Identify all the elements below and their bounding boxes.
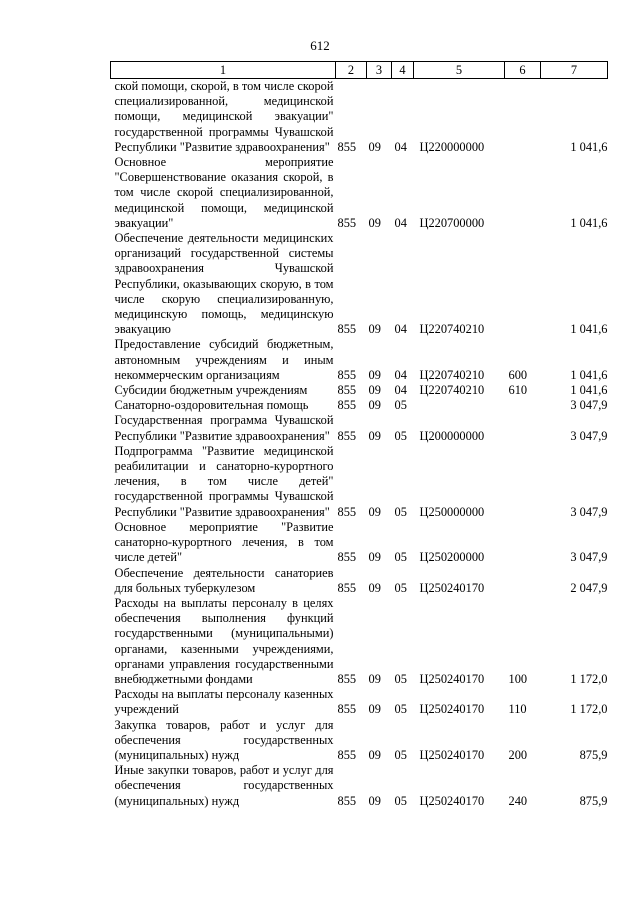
row-expense-type-code bbox=[505, 444, 541, 520]
row-subsection-code: 05 bbox=[394, 428, 407, 443]
row-amount: 3 047,9 bbox=[570, 398, 608, 413]
row-expense-type-code: 610 bbox=[508, 383, 528, 398]
row-name: Основное мероприятие "Развитие санаторно-курортного лечения, в том числе детей" bbox=[114, 519, 334, 565]
row-section-code: 09 bbox=[368, 139, 381, 154]
row-ministry-code: 855 bbox=[337, 322, 357, 337]
row-name: Иные закупки товаров, работ и услуг для обеспечения государственных (муниципальных) нужд bbox=[114, 763, 334, 808]
row-ministry-code: 855 bbox=[337, 550, 357, 565]
row-ministry-code: 855 bbox=[337, 504, 357, 519]
row-section-code: 09 bbox=[368, 747, 381, 762]
row-amount: 3 047,9 bbox=[570, 504, 608, 519]
row-target-item-code: Ц250240170 bbox=[419, 702, 485, 717]
row-name: Основное мероприятие "Совершенствование оказания скорой, в том числе скорой специализированной, медицинской помощи, медицинской эвакуации" bbox=[114, 155, 334, 230]
row-expense-type-code bbox=[505, 413, 541, 443]
row-ministry-code: 855 bbox=[337, 383, 357, 398]
row-name: Расходы на выплаты персоналу в целях обеспечения выполнения функций государственными (муниципальными) органами, казенными учреждениями, органами управления государственными внебюджетными фондами bbox=[114, 595, 334, 686]
table-row bbox=[111, 444, 608, 520]
row-ministry-code: 855 bbox=[337, 671, 357, 686]
row-amount: 875,9 bbox=[579, 747, 608, 762]
row-amount: 2 047,9 bbox=[570, 580, 608, 595]
row-subsection-code: 05 bbox=[394, 550, 407, 565]
row-section-code: 09 bbox=[368, 428, 381, 443]
row-target-item-code: Ц250200000 bbox=[419, 550, 485, 565]
row-name: Расходы на выплаты персоналу казенных учреждений bbox=[114, 687, 334, 717]
row-target-item-code: Ц220740210 bbox=[419, 383, 485, 398]
row-expense-type-code bbox=[505, 79, 541, 156]
row-subsection-code: 04 bbox=[394, 367, 407, 382]
table-row bbox=[111, 520, 608, 566]
row-subsection-code: 05 bbox=[394, 702, 407, 717]
column-header: 6 bbox=[505, 62, 541, 79]
row-expense-type-code bbox=[505, 566, 541, 596]
column-header: 4 bbox=[392, 62, 414, 79]
row-expense-type-code bbox=[505, 520, 541, 566]
row-subsection-code: 05 bbox=[394, 671, 407, 686]
column-header: 2 bbox=[336, 62, 367, 79]
row-ministry-code: 855 bbox=[337, 367, 357, 382]
row-subsection-code: 04 bbox=[394, 215, 407, 230]
table-row bbox=[111, 398, 608, 413]
table-body bbox=[111, 79, 608, 809]
table-row bbox=[111, 231, 608, 337]
row-section-code: 09 bbox=[368, 367, 381, 382]
row-ministry-code: 855 bbox=[337, 398, 357, 413]
row-section-code: 09 bbox=[368, 671, 381, 686]
row-name: Обеспечение деятельности медицинских организаций государственной системы здравоохранения Чувашской Республики, оказывающих скорую, в том числе скорую специализированную, медицинскую помощь, медицинскую эвакуацию bbox=[114, 231, 334, 337]
row-name: Государственная программа Чувашской Республики "Развитие здравоохранения" bbox=[114, 413, 334, 443]
table-row bbox=[111, 763, 608, 809]
table-row bbox=[111, 337, 608, 383]
row-ministry-code: 855 bbox=[337, 702, 357, 717]
row-ministry-code: 855 bbox=[337, 428, 357, 443]
row-subsection-code: 05 bbox=[394, 580, 407, 595]
row-expense-type-code: 240 bbox=[508, 793, 528, 808]
row-section-code: 09 bbox=[368, 215, 381, 230]
row-ministry-code: 855 bbox=[337, 793, 357, 808]
row-target-item-code: Ц250240170 bbox=[419, 671, 485, 686]
row-subsection-code: 04 bbox=[394, 322, 407, 337]
row-name: Обеспечение деятельности санаториев для больных туберкулезом bbox=[114, 565, 334, 595]
row-name: Санаторно-оздоровительная помощь bbox=[114, 398, 309, 413]
row-expense-type-code bbox=[505, 231, 541, 337]
row-ministry-code: 855 bbox=[337, 139, 357, 154]
row-subsection-code: 05 bbox=[394, 398, 407, 413]
row-section-code: 09 bbox=[368, 793, 381, 808]
row-amount: 1 041,6 bbox=[570, 383, 608, 398]
table-row bbox=[111, 79, 608, 156]
row-ministry-code: 855 bbox=[337, 215, 357, 230]
page-number: 612 bbox=[310, 38, 330, 53]
row-subsection-code: 05 bbox=[394, 504, 407, 519]
table-row bbox=[111, 383, 608, 398]
column-header: 1 bbox=[111, 62, 336, 79]
row-amount: 1 172,0 bbox=[570, 702, 608, 717]
row-ministry-code: 855 bbox=[337, 747, 357, 762]
row-target-item-code: Ц220740210 bbox=[419, 367, 485, 382]
row-target-item-code bbox=[414, 398, 505, 413]
row-ministry-code: 855 bbox=[337, 580, 357, 595]
row-subsection-code: 04 bbox=[394, 139, 407, 154]
table-row bbox=[111, 566, 608, 596]
table-row bbox=[111, 155, 608, 231]
row-section-code: 09 bbox=[368, 504, 381, 519]
table-row bbox=[111, 718, 608, 764]
row-amount: 1 041,6 bbox=[570, 139, 608, 154]
row-subsection-code: 04 bbox=[394, 383, 407, 398]
row-expense-type-code: 100 bbox=[508, 671, 528, 686]
row-target-item-code: Ц250240170 bbox=[419, 747, 485, 762]
row-amount: 1 041,6 bbox=[570, 367, 608, 382]
row-subsection-code: 05 bbox=[394, 793, 407, 808]
row-expense-type-code: 200 bbox=[508, 747, 528, 762]
row-name: Предоставление субсидий бюджетным, автономным учреждениям и иным некоммерческим организациям bbox=[114, 337, 334, 382]
row-amount: 1 041,6 bbox=[570, 215, 608, 230]
row-target-item-code: Ц250240170 bbox=[419, 793, 485, 808]
row-section-code: 09 bbox=[368, 383, 381, 398]
row-expense-type-code: 110 bbox=[508, 702, 527, 717]
row-amount: 1 172,0 bbox=[570, 671, 608, 686]
row-section-code: 09 bbox=[368, 550, 381, 565]
row-name: Субсидии бюджетным учреждениям bbox=[114, 383, 308, 398]
row-name: Закупка товаров, работ и услуг для обеспечения государственных (муниципальных) нужд bbox=[114, 717, 334, 762]
row-amount: 1 041,6 bbox=[570, 322, 608, 337]
row-section-code: 09 bbox=[368, 702, 381, 717]
row-subsection-code: 05 bbox=[394, 747, 407, 762]
column-header: 5 bbox=[414, 62, 505, 79]
table-row bbox=[111, 687, 608, 717]
row-target-item-code: Ц250000000 bbox=[419, 504, 485, 519]
row-name: ской помощи, скорой, в том числе скорой специализированной, медицинской помощи, медицинской эвакуации" государственной программы Чувашской Республики "Развитие здравоохранения" bbox=[114, 79, 334, 154]
column-header: 3 bbox=[367, 62, 392, 79]
row-expense-type-code bbox=[505, 398, 541, 413]
row-amount: 3 047,9 bbox=[570, 550, 608, 565]
row-section-code: 09 bbox=[368, 322, 381, 337]
row-expense-type-code bbox=[505, 155, 541, 231]
table-header-row bbox=[111, 62, 608, 79]
table-row bbox=[111, 413, 608, 443]
row-section-code: 09 bbox=[368, 580, 381, 595]
row-amount: 3 047,9 bbox=[570, 428, 608, 443]
row-name: Подпрограмма "Развитие медицинской реабилитации и санаторно-курортного лечения, в том числе детей" государственной программы Чувашской Республики "Развитие здравоохранения" bbox=[114, 443, 334, 519]
row-target-item-code: Ц250240170 bbox=[419, 580, 485, 595]
row-section-code: 09 bbox=[368, 398, 381, 413]
budget-table bbox=[110, 61, 608, 809]
table-row bbox=[111, 596, 608, 687]
row-target-item-code: Ц220000000 bbox=[419, 139, 485, 154]
row-expense-type-code: 600 bbox=[508, 367, 528, 382]
column-header: 7 bbox=[541, 62, 608, 79]
row-amount: 875,9 bbox=[579, 793, 608, 808]
row-target-item-code: Ц200000000 bbox=[419, 428, 485, 443]
row-target-item-code: Ц220740210 bbox=[419, 322, 485, 337]
row-target-item-code: Ц220700000 bbox=[419, 215, 485, 230]
